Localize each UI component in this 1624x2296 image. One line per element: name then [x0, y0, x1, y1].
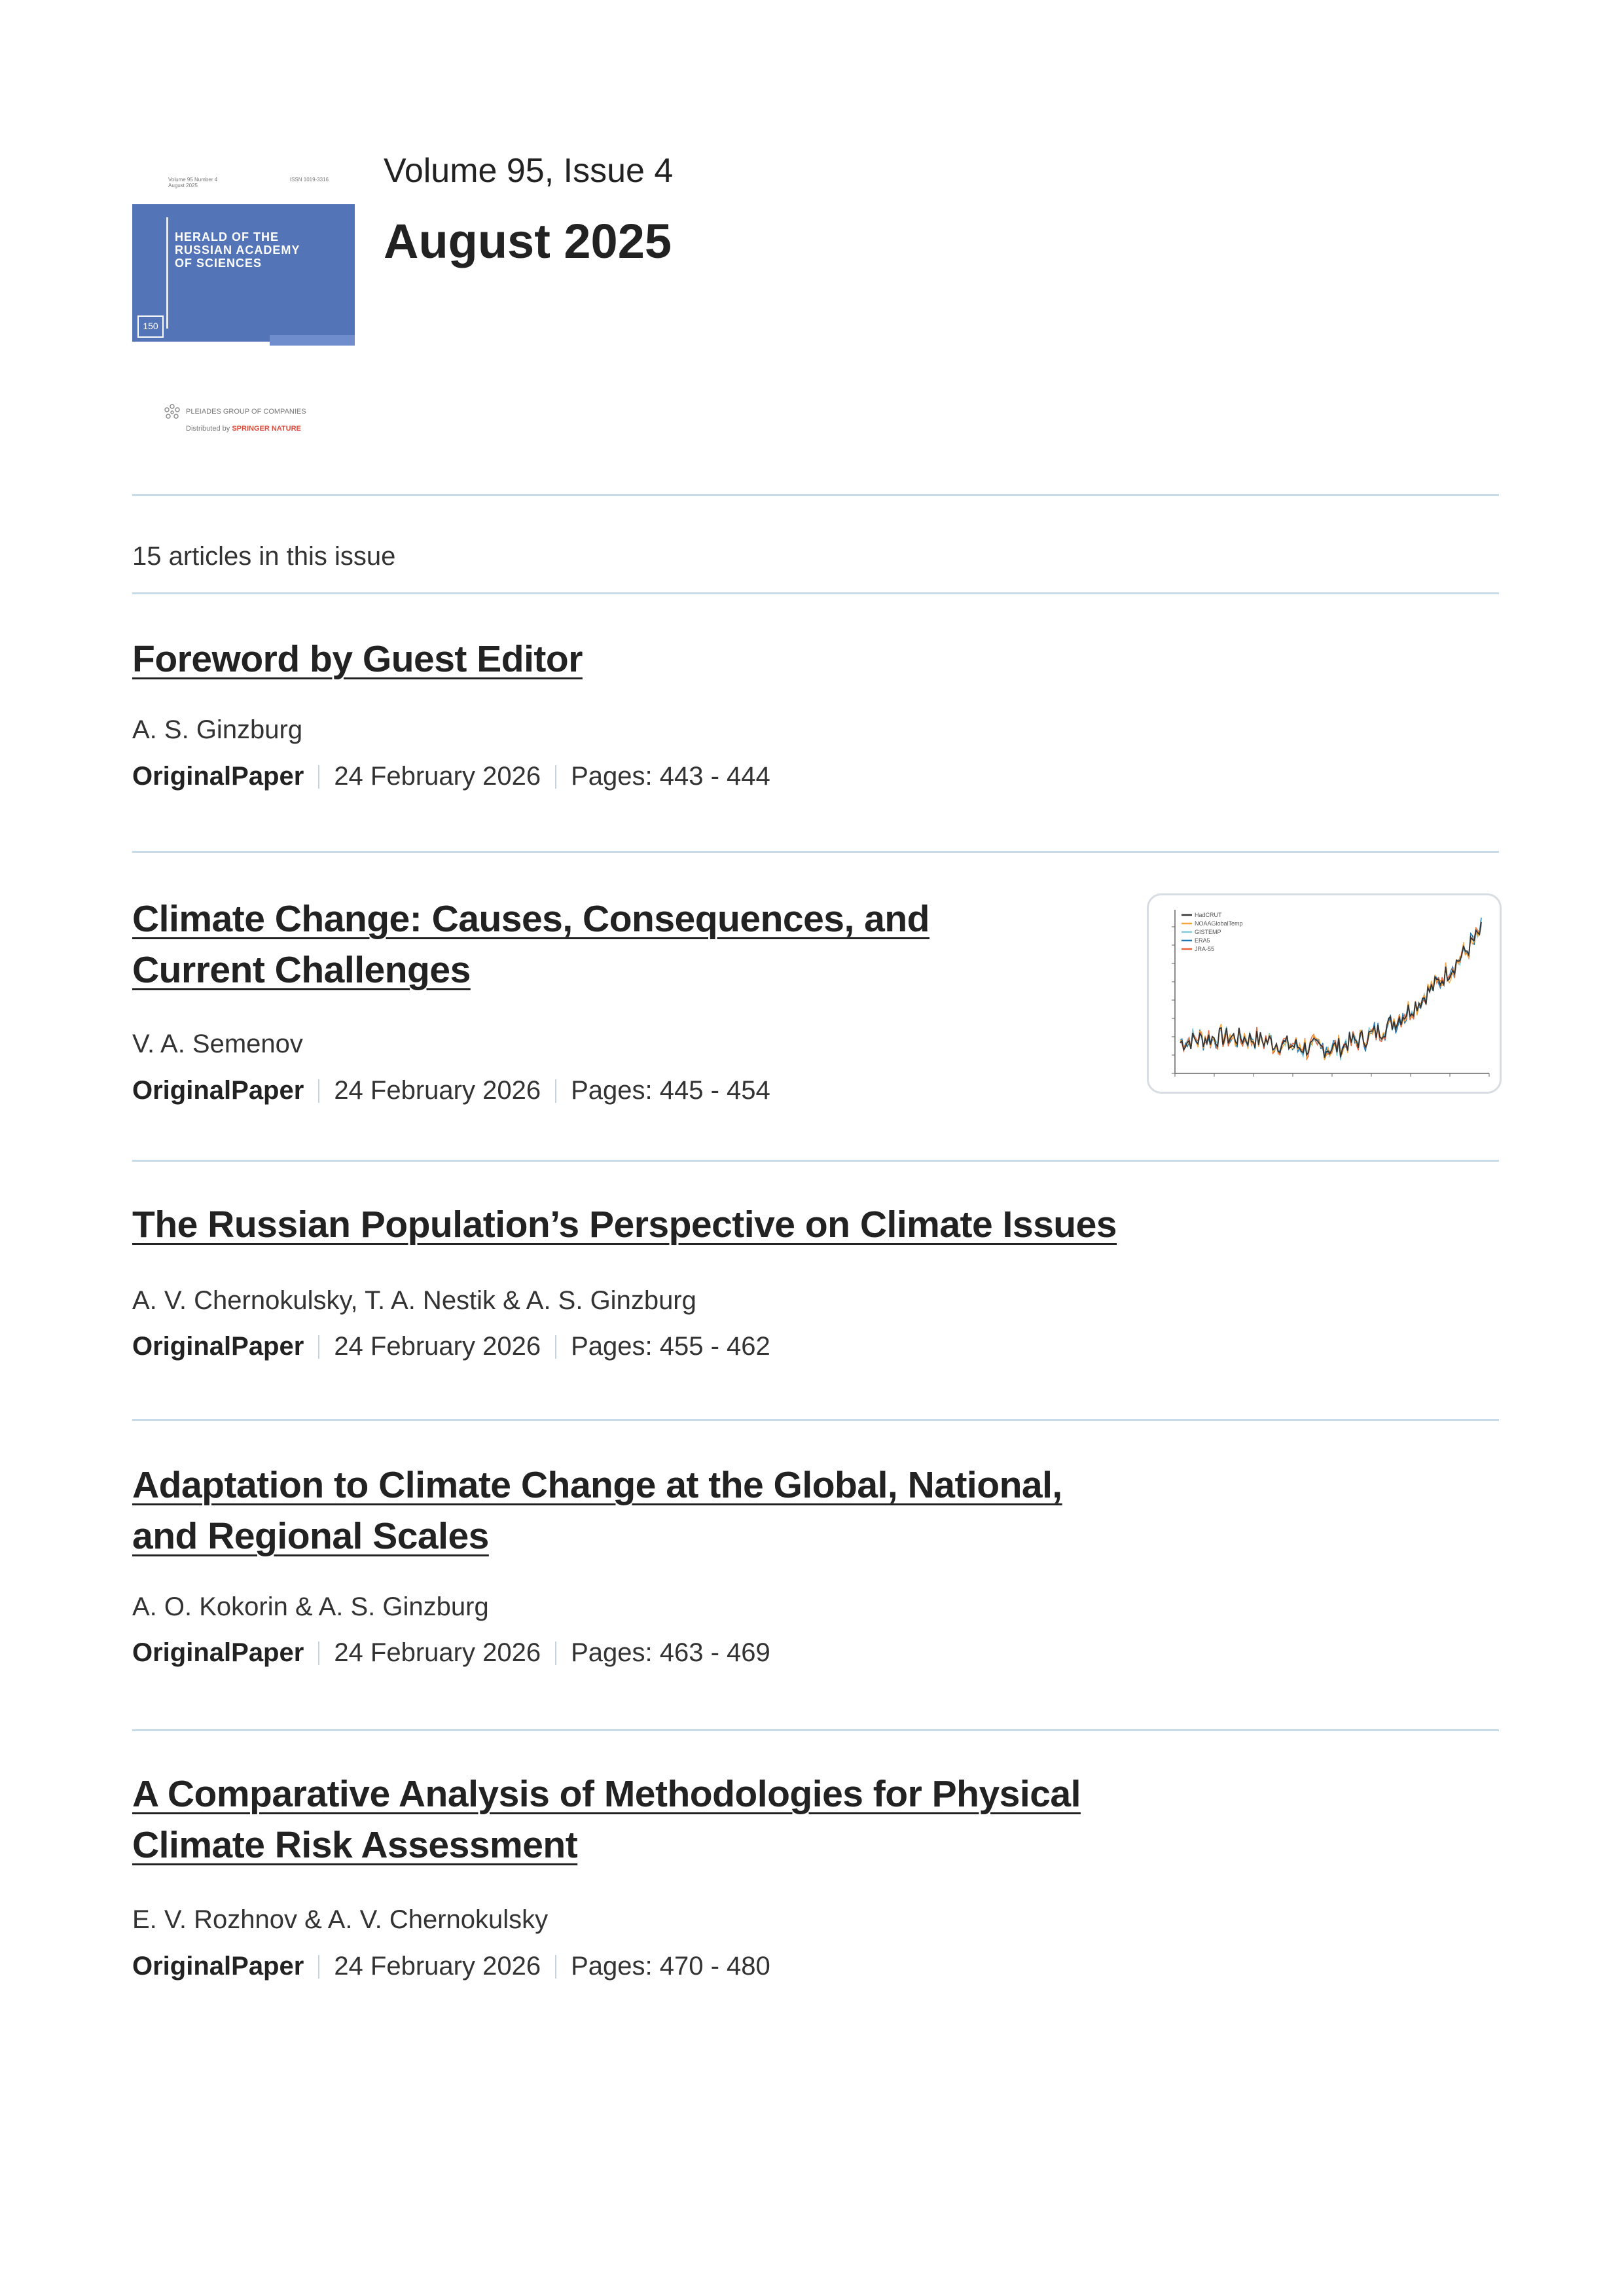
meta-separator — [555, 765, 556, 789]
springer-nature-brand: SPRINGER NATURE — [232, 425, 301, 433]
article-pages: Pages: 463 - 469 — [571, 1638, 770, 1667]
article-date: 24 February 2026 — [334, 1638, 541, 1667]
legend-label: ERA5 — [1195, 937, 1210, 944]
meta-separator — [318, 1955, 319, 1979]
publisher-line-2: Distributed by SPRINGER NATURE — [186, 425, 301, 433]
cover-title: HERALD OF THE RUSSIAN ACADEMY OF SCIENCES — [175, 230, 300, 270]
issue-volume-label: Volume 95, Issue 4 — [384, 152, 674, 190]
article-type: OriginalPaper — [132, 762, 304, 791]
divider — [132, 851, 1499, 853]
article-meta — [132, 1074, 770, 1107]
article-type: OriginalPaper — [132, 1332, 304, 1361]
legend-label: GISTEMP — [1195, 929, 1221, 935]
issue-header — [132, 151, 1499, 439]
cover-anniversary-mark: 150 — [137, 315, 164, 338]
divider — [132, 1419, 1499, 1421]
legend-label: JRA-55 — [1195, 946, 1215, 952]
article-title-link[interactable]: A Comparative Analysis of Methodologies for Physical Climate Risk Assessment — [132, 1773, 1081, 1866]
article-item — [132, 893, 1499, 1103]
article-authors: E. V. Rozhnov & A. V. Chernokulsky — [132, 1905, 549, 1934]
article-pages: Pages: 455 - 462 — [571, 1332, 770, 1361]
article-date: 24 February 2026 — [334, 1332, 541, 1361]
article-item — [132, 634, 1499, 804]
article-date: 24 February 2026 — [334, 762, 541, 791]
article-title-link[interactable]: Climate Change: Causes, Consequences, and Current Challenges — [132, 898, 929, 991]
article-pages: Pages: 470 - 480 — [571, 1952, 770, 1981]
article-item — [132, 1460, 1499, 1682]
article-authors: A. S. Ginzburg — [132, 715, 303, 744]
article-title-link[interactable]: Foreword by Guest Editor — [132, 638, 583, 680]
article-meta — [132, 1330, 770, 1363]
journal-cover[interactable] — [132, 164, 355, 471]
cover-stripe — [166, 217, 168, 329]
publisher-line-1: PLEIADES GROUP OF COMPANIES — [186, 408, 306, 416]
divider — [132, 1729, 1499, 1731]
article-pages: Pages: 443 - 444 — [571, 762, 770, 791]
article-date: 24 February 2026 — [334, 1076, 541, 1105]
meta-separator — [318, 1079, 319, 1103]
article-type: OriginalPaper — [132, 1076, 304, 1105]
meta-separator — [555, 1641, 556, 1665]
cover-tab — [270, 335, 355, 346]
article-item — [132, 1199, 1499, 1389]
article-meta — [132, 1636, 770, 1669]
article-figure-thumbnail[interactable] — [1147, 893, 1502, 1094]
series-line — [1180, 922, 1481, 1058]
article-meta — [132, 1950, 770, 1982]
cover-top-band — [132, 164, 355, 195]
pleiades-flower-icon — [162, 403, 182, 422]
meta-separator — [555, 1335, 556, 1359]
article-date: 24 February 2026 — [334, 1952, 541, 1981]
issue-date-heading: August 2025 — [384, 214, 672, 268]
meta-separator — [318, 765, 319, 789]
cover-small-text-right: ISSN 1019-3316 — [289, 177, 329, 183]
meta-separator — [555, 1079, 556, 1103]
cover-small-text-left: Volume 95 Number 4 August 2025 — [168, 177, 218, 188]
article-authors: A. O. Kokorin & A. S. Ginzburg — [132, 1592, 489, 1621]
article-authors: A. V. Chernokulsky, T. A. Nestik & A. S. Ginzburg — [132, 1286, 696, 1315]
legend-label: HadCRUT — [1195, 912, 1222, 918]
article-type: OriginalPaper — [132, 1952, 304, 1981]
article-type: OriginalPaper — [132, 1638, 304, 1667]
divider — [132, 1160, 1499, 1162]
series-line — [1180, 925, 1481, 1060]
legend-label: NOAAGlobalTemp — [1195, 920, 1243, 927]
cover-color-block — [132, 204, 355, 342]
article-authors: V. A. Semenov — [132, 1030, 303, 1058]
divider — [132, 494, 1499, 496]
article-item — [132, 1768, 1499, 1991]
article-count: 15 articles in this issue — [132, 542, 396, 571]
meta-separator — [318, 1335, 319, 1359]
article-title-link[interactable]: The Russian Population’s Perspective on Climate Issues — [132, 1204, 1117, 1246]
temperature-chart-figure — [1149, 895, 1500, 1092]
article-pages: Pages: 445 - 454 — [571, 1076, 770, 1105]
meta-separator — [318, 1641, 319, 1665]
article-title-link[interactable]: Adaptation to Climate Change at the Global, National, and Regional Scales — [132, 1464, 1062, 1557]
meta-separator — [555, 1955, 556, 1979]
publisher-logo — [158, 403, 348, 442]
article-meta — [132, 760, 770, 793]
divider — [132, 592, 1499, 594]
